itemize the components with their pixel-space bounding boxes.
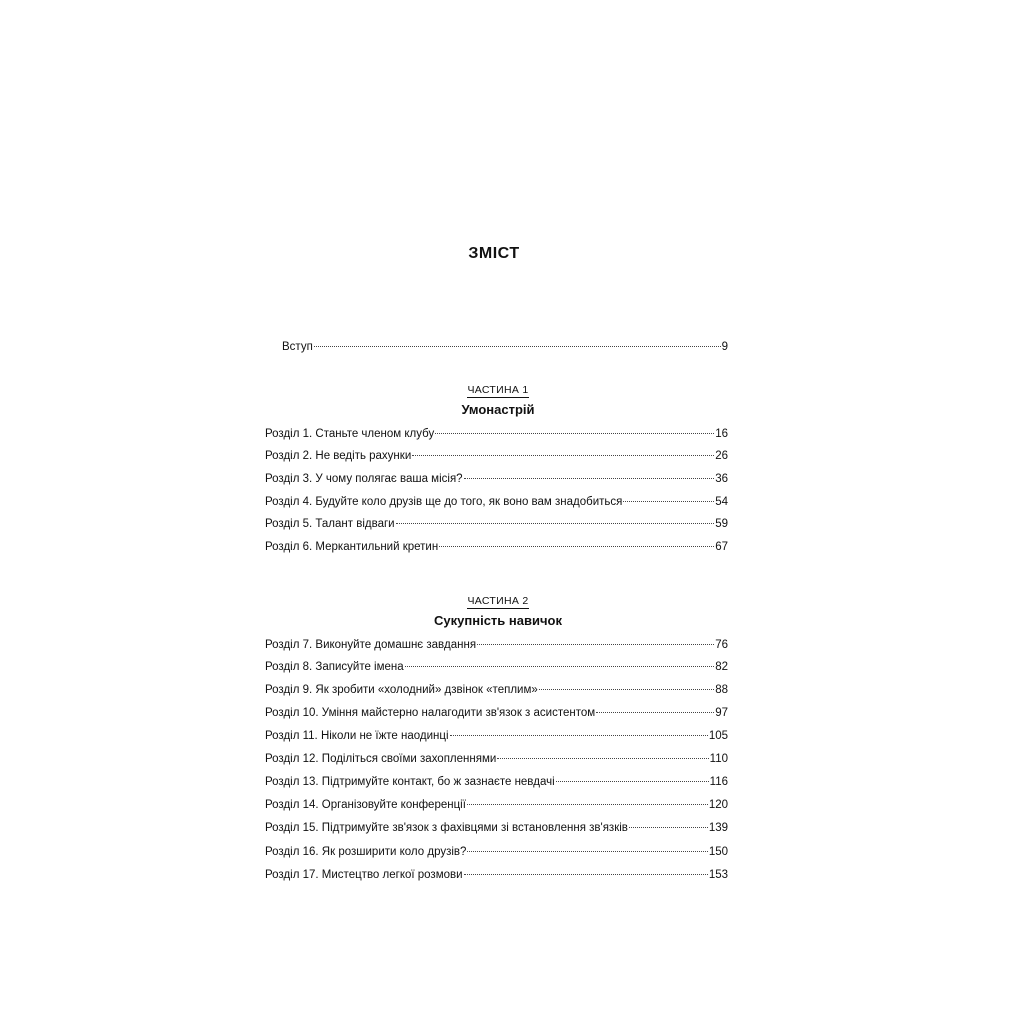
toc-entry-page: 105 xyxy=(708,730,728,742)
toc-entry-title: Розділ 6. Меркантильний кретин xyxy=(265,541,439,553)
toc-entry[interactable] xyxy=(265,517,728,531)
toc-entry-title: Вступ xyxy=(282,341,313,353)
toc-entry-intro[interactable] xyxy=(282,340,728,354)
toc-entry-page: 139 xyxy=(708,822,728,834)
toc-entry-title: Розділ 7. Виконуйте домашнє завдання xyxy=(265,639,477,651)
toc-entry[interactable] xyxy=(265,775,728,789)
dot-leader xyxy=(439,546,714,547)
toc-entry[interactable] xyxy=(265,495,728,509)
toc-entry[interactable] xyxy=(265,660,728,674)
part-1-label: ЧАСТИНА 1 xyxy=(467,384,529,396)
part-2-label: ЧАСТИНА 2 xyxy=(467,595,529,607)
toc-entry[interactable] xyxy=(265,449,728,463)
toc-entry-title: Розділ 8. Записуйте імена xyxy=(265,661,404,673)
toc-entry-page: 116 xyxy=(709,776,728,788)
toc-entry-title: Розділ 11. Ніколи не їжте наодинці xyxy=(265,730,449,742)
dot-leader xyxy=(623,501,714,502)
toc-entry-page: 36 xyxy=(715,473,728,485)
toc-entry-page: 110 xyxy=(709,753,728,765)
part-2-title: Сукупність навичок xyxy=(434,613,562,628)
dot-leader xyxy=(412,455,714,456)
toc-entry-page: 54 xyxy=(715,496,728,508)
toc-entry-page: 150 xyxy=(708,846,728,858)
dot-leader xyxy=(450,735,708,736)
toc-entry[interactable] xyxy=(265,638,728,652)
toc-entry[interactable] xyxy=(265,821,728,835)
dot-leader xyxy=(464,874,708,875)
part-1-title: Умонастрій xyxy=(461,402,535,417)
toc-entry-title: Розділ 2. Не ведіть рахунки xyxy=(265,450,412,462)
toc-entry-title: Розділ 16. Як розширити коло друзів? xyxy=(265,846,467,858)
toc-entry-title: Розділ 14. Організовуйте конференції xyxy=(265,799,466,811)
dot-leader xyxy=(435,433,714,434)
page-title: ЗМІСТ xyxy=(468,245,520,262)
toc-entry[interactable] xyxy=(265,706,728,720)
toc-entry-title: Розділ 9. Як зробити «холодний» дзвінок «теплим» xyxy=(265,684,538,696)
dot-leader xyxy=(396,523,715,524)
dot-leader xyxy=(477,644,714,645)
toc-entry-title: Розділ 1. Станьте членом клубу xyxy=(265,428,435,440)
toc-entry[interactable] xyxy=(265,752,728,766)
toc-entry-page: 97 xyxy=(715,707,728,719)
toc-entry-page: 153 xyxy=(708,869,728,881)
toc-entry-title: Розділ 5. Талант відваги xyxy=(265,518,395,530)
toc-entry-page: 120 xyxy=(708,799,728,811)
toc-entry[interactable] xyxy=(265,798,728,812)
toc-entry[interactable] xyxy=(265,729,728,743)
dot-leader xyxy=(539,689,714,690)
toc-entry-title: Розділ 12. Поділіться своїми захопленнями xyxy=(265,753,497,765)
toc-entry-title: Розділ 15. Підтримуйте зв'язок з фахівцями зі встановлення зв'язків xyxy=(265,822,628,834)
toc-entry-page: 9 xyxy=(721,341,728,353)
dot-leader xyxy=(467,804,708,805)
toc-entry[interactable] xyxy=(265,472,728,486)
toc-entry-title: Розділ 3. У чому полягає ваша місія? xyxy=(265,473,463,485)
toc-entry-page: 76 xyxy=(715,639,728,651)
dot-leader xyxy=(405,666,715,667)
dot-leader xyxy=(464,478,715,479)
dot-leader xyxy=(556,781,709,782)
toc-entry-page: 26 xyxy=(715,450,728,462)
toc-entry-page: 16 xyxy=(715,428,728,440)
toc-entry[interactable] xyxy=(265,540,728,554)
dot-leader xyxy=(629,827,708,828)
dot-leader xyxy=(467,851,707,852)
toc-entry-page: 67 xyxy=(715,541,728,553)
toc-entry[interactable] xyxy=(265,683,728,697)
toc-entry-page: 59 xyxy=(715,518,728,530)
toc-entry-page: 88 xyxy=(715,684,728,696)
toc-entry[interactable] xyxy=(265,868,728,882)
toc-entry[interactable] xyxy=(265,845,728,859)
dot-leader xyxy=(314,346,721,347)
toc-entry-title: Розділ 4. Будуйте коло друзів ще до того, як воно вам знадобиться xyxy=(265,496,623,508)
dot-leader xyxy=(497,758,708,759)
toc-entry-page: 82 xyxy=(715,661,728,673)
toc-entry-title: Розділ 17. Мистецтво легкої розмови xyxy=(265,869,463,881)
toc-entry-title: Розділ 10. Уміння майстерно налагодити зв'язок з асистентом xyxy=(265,707,596,719)
toc-entry[interactable] xyxy=(265,427,728,441)
dot-leader xyxy=(596,712,714,713)
toc-entry-title: Розділ 13. Підтримуйте контакт, бо ж зазнаєте невдачі xyxy=(265,776,555,788)
